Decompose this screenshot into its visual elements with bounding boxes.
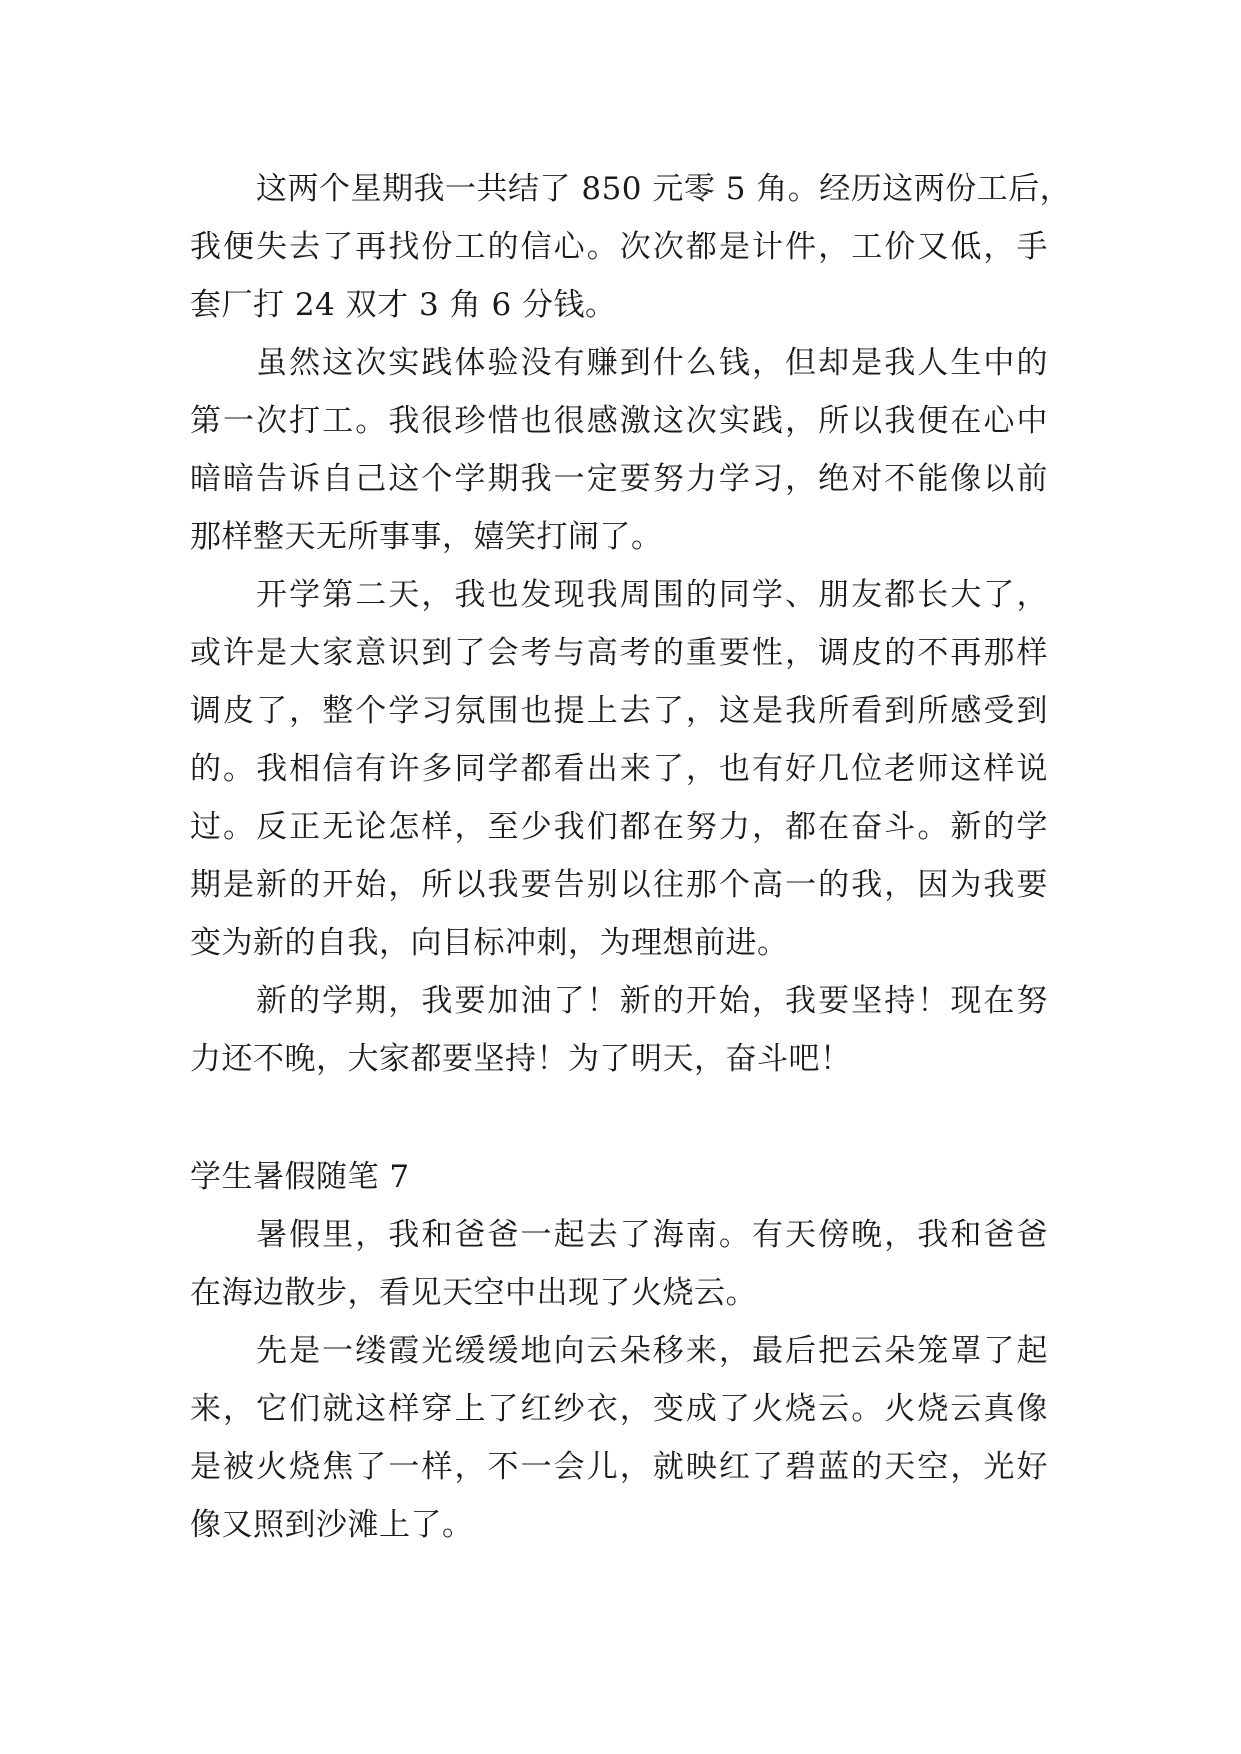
text-line: 开学第二天，我也发现我周围的同学、朋友都长大了， [256, 577, 1048, 613]
text-line: 是被火烧焦了一样，不一会儿，就映红了碧蓝的天空，光好 [190, 1449, 1048, 1485]
text-line: 变为新的自我，向目标冲刺，为理想前进。 [190, 925, 789, 961]
text-line: 在海边散步，看见天空中出现了火烧云。 [190, 1275, 757, 1311]
text-line: 来，它们就这样穿上了红纱衣，变成了火烧云。火烧云真像 [190, 1391, 1048, 1427]
text-line: 像又照到沙滩上了。 [190, 1507, 474, 1543]
text-line: 调皮了，整个学习氛围也提上去了，这是我所看到所感受到 [190, 693, 1048, 729]
text-line: 那样整天无所事事，嬉笑打闹了。 [190, 519, 663, 555]
paragraph [190, 160, 1072, 334]
text-line: 第一次打工。我很珍惜也很感激这次实践，所以我便在心中 [190, 403, 1048, 439]
text-line: 暑假里，我和爸爸一起去了海南。有天傍晚，我和爸爸 [256, 1217, 1048, 1253]
text-line: 过。反正无论怎样，至少我们都在努力，都在奋斗。新的学 [190, 809, 1048, 845]
text-line: 期是新的开始，所以我要告别以往那个高一的我，因为我要 [190, 867, 1048, 903]
text-line: 套厂打 24 双才 3 角 6 分钱。 [190, 287, 617, 323]
text-line: 或许是大家意识到了会考与高考的重要性，调皮的不再那样 [190, 635, 1048, 671]
text-line: 我便失去了再找份工的信心。次次都是计件，工价又低，手 [190, 229, 1048, 265]
text-line: 新的学期，我要加油了！新的开始，我要坚持！现在努 [256, 983, 1048, 1019]
paragraph [190, 972, 1048, 1088]
text-line: 这两个星期我一共结了 850 元零 5 角。经历这两份工后， [256, 171, 1072, 207]
document-page [190, 160, 1072, 1554]
section-spacer [190, 1088, 1048, 1148]
text-line: 先是一缕霞光缓缓地向云朵移来，最后把云朵笼罩了起 [256, 1333, 1048, 1369]
paragraph [190, 1206, 1048, 1322]
text-line: 力还不晚，大家都要坚持！为了明天，奋斗吧！ [190, 1041, 852, 1077]
text-line: 的。我相信有许多同学都看出来了，也有好几位老师这样说 [190, 751, 1048, 787]
text-line: 虽然这次实践体验没有赚到什么钱，但却是我人生中的 [256, 345, 1048, 381]
paragraph [190, 566, 1048, 972]
text-line: 暗暗告诉自己这个学期我一定要努力学习，绝对不能像以前 [190, 461, 1048, 497]
section-title: 学生暑假随笔 7 [190, 1159, 410, 1195]
paragraph [190, 1322, 1048, 1554]
paragraph [190, 334, 1048, 566]
